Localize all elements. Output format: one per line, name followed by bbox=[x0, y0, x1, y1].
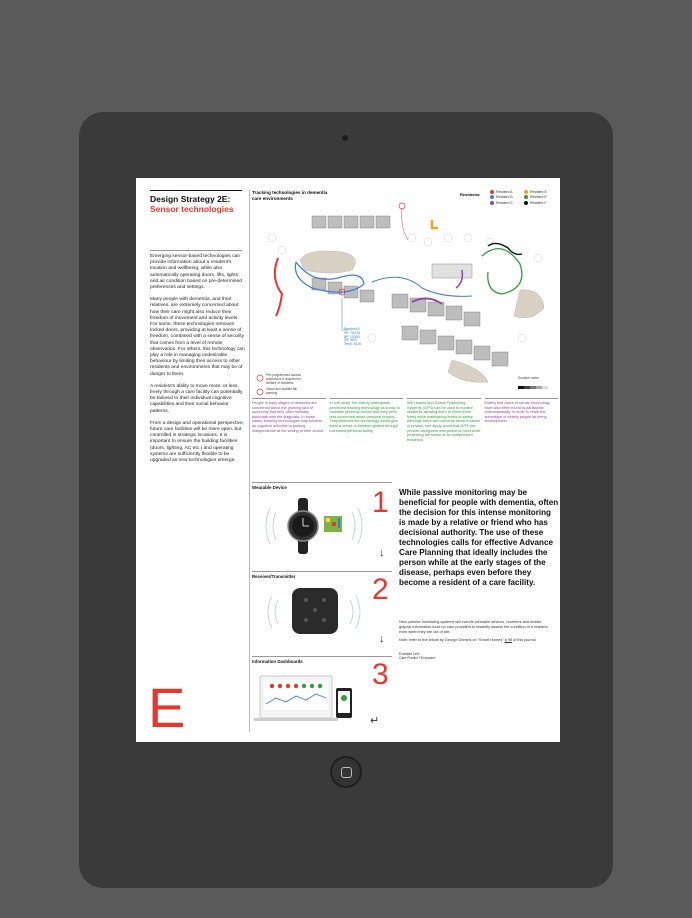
floor-plan-map bbox=[252, 198, 558, 398]
column-divider bbox=[249, 190, 250, 732]
example-caption-line: Example Left: bbox=[399, 652, 420, 656]
sensor-reading: Temp: 36.8c bbox=[344, 342, 362, 347]
title-divider bbox=[150, 250, 242, 251]
sensor-reading: SR: 98% bbox=[344, 338, 357, 343]
camera-lens bbox=[342, 135, 348, 141]
device-row-divider bbox=[252, 482, 392, 483]
intro-paragraph: Many people with dementia, and their relatives, are extremely concerned about how their care might also reduce their freedom of movement and activity levels. For some, these technologies removes locked doors, providing at least a sense of freedom, combined with a sense of security that comes from a level of remote observation. For others, this technology can play a role in managing undesirable behaviour by limiting their access to other residents and environments that may be of danger to them. bbox=[150, 297, 245, 377]
legend-swatch bbox=[490, 190, 494, 194]
sensor-readout bbox=[344, 328, 384, 347]
screen bbox=[136, 178, 560, 742]
description-text: New passive monitoring systems will include wearable devices, receivers and mobile, graphic information tools for care providers to instantly assess the condition of a resident, even when they are out of site. bbox=[399, 620, 549, 634]
research-column: In one study, the elderly participants perceived tracking technology as a way to maintain personal control and they were less concerned about personal privacy. They believed the technology would give them a sense of freedom gained through increased personal safety. bbox=[330, 398, 404, 442]
research-columns bbox=[252, 398, 558, 442]
note-prefix: Note: refer to the article by George Demiris on "Smart Homes" bbox=[399, 638, 504, 642]
arrow-down-icon: ↓ bbox=[379, 633, 385, 645]
information-dashboard-image bbox=[252, 668, 364, 726]
fall-warning-note: Visual and audible fall warning bbox=[266, 387, 297, 395]
home-square-icon bbox=[341, 767, 352, 778]
device-row-divider bbox=[252, 656, 392, 657]
device-title: Information Dashboards bbox=[252, 659, 303, 664]
page-reference-link[interactable]: p.98 bbox=[504, 638, 513, 642]
return-arrow-icon: ↵ bbox=[370, 715, 380, 727]
device-row-divider bbox=[252, 571, 392, 572]
reference-note bbox=[399, 638, 549, 643]
page-title: Design Strategy 2E: bbox=[150, 190, 242, 204]
access-restriction-note: Pre-programmed access restrictions if required for welfare of residents bbox=[266, 373, 302, 385]
legend-entry: Resident C bbox=[490, 201, 524, 205]
device-number: 2 bbox=[372, 573, 389, 606]
home-button[interactable] bbox=[330, 756, 362, 788]
legend-entry: Resident B bbox=[490, 195, 524, 199]
sensor-reading: BP: 120/80 bbox=[344, 334, 360, 339]
duration-meter-label: Duration meter bbox=[518, 376, 540, 380]
legend-entry: Resident A bbox=[490, 190, 524, 194]
receiver-transmitter-image bbox=[262, 582, 372, 644]
legend-entry: Resident D bbox=[524, 190, 558, 194]
device-number: 1 bbox=[372, 486, 389, 519]
intro-paragraph: A resident's ability to move more, or less, freely through a care facility can potentially be tailored to their individual cognitive capabilities and their social behavior patterns. bbox=[150, 383, 243, 414]
device-number: 3 bbox=[372, 658, 389, 691]
example-caption-line: Care Predict TM system bbox=[399, 656, 436, 661]
page-subtitle: Sensor technologies bbox=[150, 204, 234, 214]
sensor-resident-label: Resident B bbox=[344, 327, 360, 331]
intro-paragraph: Emerging sensor-based technologies can provide information about a resident's location and wellbeing, while also automatically operating doors, lifts, lights and air condition based on pre-determined preferences and settings. bbox=[150, 254, 242, 291]
section-letter: E bbox=[148, 676, 186, 739]
pull-quote: While passive monitoring may be beneficial for people with dementia, often the decision for this intense monitoring is made by a relative or friend who has decisional authority. The use of these technologies calls for effective Advance Care Planning that ideally includes the person while at the early stages of the disease, perhaps even before they become a resident of a care facility. bbox=[399, 488, 559, 587]
intro-text bbox=[150, 254, 246, 470]
legend-swatch bbox=[524, 190, 528, 194]
note-suffix: of this journal bbox=[513, 638, 536, 642]
arrow-down-icon: ↓ bbox=[379, 547, 385, 559]
sensor-reading: HR: 76/125 bbox=[344, 330, 361, 335]
research-column: Elderly test users of robotic technology have also been found to participate enthusiastically, in order to resist the stereotype of elderly people as being technophobic. bbox=[485, 398, 559, 442]
header-block bbox=[150, 190, 242, 214]
research-column: People in early stages of dementia are concerned about the growing lack of autonomy that they often mentally associate with the diagnosis. In those cases, tracking technologies may function as cognitive orthotics to prolong independence at the setting of their choice. bbox=[252, 398, 326, 442]
duration-meter bbox=[518, 386, 548, 389]
tablet-frame bbox=[79, 112, 613, 888]
research-column: WiFi-based and Global Positioning Systems (GPS) can be used to monitor residents allowing them to move more freely while maintaining levels of safety. Although there are concerns about invasion of privacy, one study found that GPS can provide caregivers with peace of mind while protecting the sense of an independent existence. bbox=[407, 398, 481, 442]
legend-entry: Resident F bbox=[524, 201, 558, 205]
device-title: Receiver/Transmitter bbox=[252, 574, 296, 579]
intro-paragraph: From a design and operational perspective, future care facilities will be more open, but controlled in strategic locations. It is important to ensure the building facilities (doors, lighting, AC etc.) and operating systems are sufficiently flexible to be upgraded as new technologies emerge. bbox=[150, 420, 245, 464]
legend-entry: Resident E bbox=[524, 195, 558, 199]
wearable-device-image bbox=[262, 494, 372, 558]
map-title: Tracking technologies in dementia care environments bbox=[252, 190, 328, 201]
legend-title: Residents: bbox=[460, 192, 481, 197]
example-caption bbox=[399, 652, 435, 660]
device-title: Wearable Device bbox=[252, 485, 287, 490]
